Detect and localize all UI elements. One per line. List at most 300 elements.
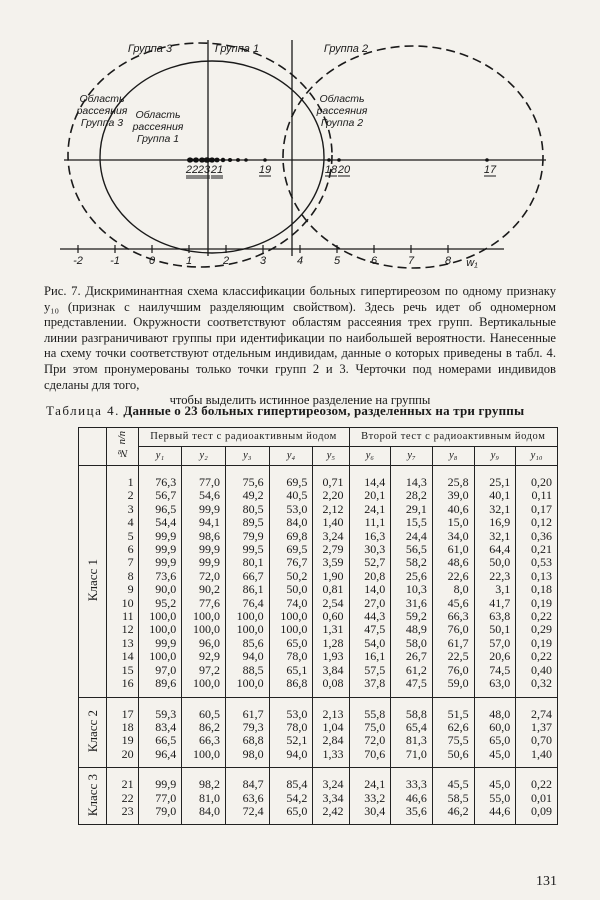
table-cell: 77,6: [182, 597, 226, 610]
table-title: [46, 403, 566, 419]
class-header-blank: [79, 428, 107, 466]
table-cell: 24,1: [349, 778, 391, 791]
table-cell: 1,90: [313, 570, 349, 583]
table-cell: 0,29: [516, 623, 558, 636]
table-cell: 74,0: [269, 597, 313, 610]
var-header: y₁₀: [516, 447, 558, 466]
spacer-cell: [269, 818, 313, 825]
table-cell: 0,19: [516, 637, 558, 650]
table-cell: 66,3: [182, 734, 226, 747]
table-cell: 44,3: [349, 610, 391, 623]
table-row: [79, 778, 558, 791]
table-cell: 75,6: [225, 476, 269, 489]
table-cell: 100,0: [138, 623, 182, 636]
region-label-g1-line2: рассеяния: [132, 121, 184, 133]
table-cell: 100,0: [138, 650, 182, 663]
table-cell: 45,6: [432, 597, 474, 610]
table-cell: 64,4: [474, 543, 516, 556]
table-cell: 0,11: [516, 489, 558, 502]
table-cell: 11,1: [349, 516, 391, 529]
table-cell: 89,6: [138, 677, 182, 690]
spacer-cell: [432, 697, 474, 708]
figure-caption: [44, 284, 556, 409]
table-cell: 100,0: [138, 610, 182, 623]
table-cell: 31,6: [391, 597, 433, 610]
table-cell: 66,3: [432, 610, 474, 623]
spacer-cell: [349, 818, 391, 825]
table-cell: 0,12: [516, 516, 558, 529]
table-row: [79, 792, 558, 805]
table-cell: 55,0: [474, 792, 516, 805]
table-cell: 66,7: [225, 570, 269, 583]
table-cell: 0,21: [516, 543, 558, 556]
table-cell: 1,93: [313, 650, 349, 663]
tick-label: 2: [222, 255, 230, 267]
table-cell: 98,6: [182, 530, 226, 543]
table-cell: 100,0: [269, 610, 313, 623]
row-number: 13: [106, 637, 138, 650]
tick-label: 1: [185, 255, 193, 267]
spacer-cell: [106, 818, 138, 825]
table-cell: 53,0: [269, 708, 313, 721]
spacer-cell: [106, 697, 138, 708]
table-cell: 94,0: [269, 748, 313, 761]
table-cell: 3,84: [313, 664, 349, 677]
region-label-g3-line1: Область: [79, 93, 125, 105]
table-cell: 84,0: [269, 516, 313, 529]
row-number: 18: [106, 721, 138, 734]
table-row: [79, 721, 558, 734]
point-label-18: 18: [324, 164, 338, 176]
table-cell: 32,1: [474, 530, 516, 543]
point-label-22: 22: [185, 164, 199, 176]
table-cell: 0,13: [516, 570, 558, 583]
table-title-text: Данные о 23 больных гипертиреозом, разделенных на три группы: [123, 403, 525, 418]
region-label-g1-line1: Область: [135, 109, 181, 121]
table-cell: 1,31: [313, 623, 349, 636]
row-number: 5: [106, 530, 138, 543]
table-cell: 14,4: [349, 476, 391, 489]
table-cell: 57,5: [349, 664, 391, 677]
table-cell: 69,5: [269, 476, 313, 489]
table-cell: 0,09: [516, 805, 558, 818]
table-cell: 52,1: [269, 734, 313, 747]
class-label-cell: [79, 697, 107, 768]
table-cell: 50,2: [269, 570, 313, 583]
table-cell: 0,70: [516, 734, 558, 747]
table-cell: 0,22: [516, 610, 558, 623]
spacer-cell: [225, 697, 269, 708]
table-cell: 60,5: [182, 708, 226, 721]
table-cell: 95,2: [138, 597, 182, 610]
table-cell: 72,0: [182, 570, 226, 583]
spacer-cell: [349, 697, 391, 708]
table-cell: 51,5: [432, 708, 474, 721]
table-cell: 20,8: [349, 570, 391, 583]
table-row: [79, 805, 558, 818]
class-label: Класс 3: [84, 773, 100, 817]
table-cell: 37,8: [349, 677, 391, 690]
class-label-cell: [79, 768, 107, 825]
table-cell: 79,3: [225, 721, 269, 734]
table-cell: 0,22: [516, 650, 558, 663]
table-cell: 56,7: [138, 489, 182, 502]
region-label-g2-line3: Группа 2: [320, 117, 364, 129]
caption-last-line: чтобы выделить истинное разделение на группы: [169, 393, 431, 408]
spacer-cell: [225, 818, 269, 825]
table-cell: 3,24: [313, 530, 349, 543]
table-cell: 86,2: [182, 721, 226, 734]
table-cell: 59,0: [432, 677, 474, 690]
table-cell: 68,8: [225, 734, 269, 747]
table-cell: 50,0: [269, 583, 313, 596]
table-cell: 77,0: [138, 792, 182, 805]
table-row: [79, 708, 558, 721]
table-cell: 14,3: [391, 476, 433, 489]
region-label-g3-line2: рассеяния: [76, 105, 128, 117]
table-cell: 0,08: [313, 677, 349, 690]
table-row: [79, 570, 558, 583]
table-cell: 99,9: [138, 530, 182, 543]
table-cell: 33,2: [349, 792, 391, 805]
table-cell: 27,0: [349, 597, 391, 610]
table-cell: 65,0: [269, 637, 313, 650]
table-cell: 88,5: [225, 664, 269, 677]
table-cell: 100,0: [182, 748, 226, 761]
table-cell: 0,19: [516, 597, 558, 610]
table-cell: 24,1: [349, 503, 391, 516]
axis-label-w1: w₁: [466, 257, 478, 269]
table-cell: 44,6: [474, 805, 516, 818]
table-cell: 94,0: [225, 650, 269, 663]
table-cell: 63,8: [474, 610, 516, 623]
table-cell: 73,6: [138, 570, 182, 583]
table-cell: 20,1: [349, 489, 391, 502]
tick-label: 7: [407, 255, 415, 267]
table-cell: 45,0: [474, 778, 516, 791]
var-header: y₈: [432, 447, 474, 466]
table-cell: 59,2: [391, 610, 433, 623]
table-cell: 1,40: [313, 516, 349, 529]
row-number: 6: [106, 543, 138, 556]
region-circle-group2: [283, 46, 543, 268]
table-cell: 76,3: [138, 476, 182, 489]
class1-points: [187, 157, 248, 163]
table-row: [79, 637, 558, 650]
table-cell: 0,22: [516, 778, 558, 791]
table-cell: 40,1: [474, 489, 516, 502]
table-cell: 40,6: [432, 503, 474, 516]
spacer-cell: [313, 697, 349, 708]
table-cell: 66,5: [138, 734, 182, 747]
table-cell: 34,0: [432, 530, 474, 543]
table-cell: 25,6: [391, 570, 433, 583]
table-cell: 3,59: [313, 556, 349, 569]
tick-label: 3: [259, 255, 267, 267]
table-cell: 99,9: [182, 543, 226, 556]
spacer-cell: [313, 818, 349, 825]
table-cell: 1,37: [516, 721, 558, 734]
table-cell: 72,0: [349, 734, 391, 747]
spacer-cell: [138, 697, 182, 708]
region-label-g1-line3: Группа 1: [136, 133, 180, 145]
table-row: [79, 650, 558, 663]
row-number: 21: [106, 778, 138, 791]
table-cell: 63,6: [225, 792, 269, 805]
table-cell: 25,1: [474, 476, 516, 489]
table-row: [79, 489, 558, 502]
table-cell: 61,2: [391, 664, 433, 677]
var-header: y₃: [225, 447, 269, 466]
point-label-17: 17: [483, 164, 497, 176]
var-header: y₆: [349, 447, 391, 466]
table-row: [79, 503, 558, 516]
table-title-prefix: Таблица 4.: [46, 403, 120, 418]
table-cell: 28,2: [391, 489, 433, 502]
table-cell: 0,53: [516, 556, 558, 569]
table-cell: 40,5: [269, 489, 313, 502]
table-cell: 65,0: [474, 734, 516, 747]
table-cell: 100,0: [225, 623, 269, 636]
spacer-cell: [474, 697, 516, 708]
table-cell: 22,5: [432, 650, 474, 663]
table-cell: 46,6: [391, 792, 433, 805]
table-cell: 2,54: [313, 597, 349, 610]
table-cell: 90,0: [138, 583, 182, 596]
point-label-20: 20: [337, 164, 351, 176]
caption-line: признаку y₁₀ (признак с наилучшим разделяющим свойством). Здесь речь идет: [44, 284, 556, 314]
table-cell: 61,7: [225, 708, 269, 721]
table-cell: 99,9: [138, 778, 182, 791]
table-cell: 61,7: [432, 637, 474, 650]
table-cell: 75,0: [349, 721, 391, 734]
table-cell: 1,33: [313, 748, 349, 761]
table-cell: 24,4: [391, 530, 433, 543]
table-cell: 16,1: [349, 650, 391, 663]
table-cell: 32,1: [474, 503, 516, 516]
table-cell: 84,7: [225, 778, 269, 791]
table-row: [79, 597, 558, 610]
table-cell: 57,0: [474, 637, 516, 650]
table-cell: 25,8: [432, 476, 474, 489]
table-cell: 48,9: [391, 623, 433, 636]
table-cell: 3,24: [313, 778, 349, 791]
group1-header: Первый тест с радиоактивным йодом: [138, 428, 349, 447]
region-circle-group1: [100, 61, 324, 253]
table-cell: 3,1: [474, 583, 516, 596]
spacer-cell: [269, 697, 313, 708]
row-number: 12: [106, 623, 138, 636]
row-number: 15: [106, 664, 138, 677]
point-label-19: 19: [258, 164, 272, 176]
tick-label: 0: [148, 255, 156, 267]
region-label-g2-line2: рассеяния: [316, 105, 368, 117]
tick-label: 4: [296, 255, 304, 267]
table-cell: 99,5: [225, 543, 269, 556]
table-cell: 81,0: [182, 792, 226, 805]
region-label-g3-line3: Группа 3: [80, 117, 124, 129]
row-number: 10: [106, 597, 138, 610]
class-label: Класс 2: [84, 710, 100, 753]
table-cell: 33,3: [391, 778, 433, 791]
table-cell: 84,0: [182, 805, 226, 818]
spacer-cell: [474, 818, 516, 825]
caption-line: об одномерном представлении. Окружности соответствуют областям рассеяния: [44, 299, 556, 330]
row-number: 7: [106, 556, 138, 569]
table-cell: 65,1: [269, 664, 313, 677]
table-cell: 2,79: [313, 543, 349, 556]
table-cell: 80,5: [225, 503, 269, 516]
table-cell: 99,9: [138, 556, 182, 569]
row-number: 23: [106, 805, 138, 818]
table-cell: 99,9: [182, 503, 226, 516]
table-cell: 46,2: [432, 805, 474, 818]
region-label-g2-line1: Область: [319, 93, 365, 105]
table-cell: 86,8: [269, 677, 313, 690]
table-cell: 97,2: [182, 664, 226, 677]
table-cell: 79,9: [225, 530, 269, 543]
tick-label: 6: [370, 255, 378, 267]
spacer-cell: [182, 818, 226, 825]
table-cell: 70,6: [349, 748, 391, 761]
table-cell: 89,5: [225, 516, 269, 529]
table-cell: 50,6: [432, 748, 474, 761]
table-cell: 97,0: [138, 664, 182, 677]
table-cell: 77,0: [182, 476, 226, 489]
table-row: [79, 610, 558, 623]
table-cell: 0,18: [516, 583, 558, 596]
tick-label: -1: [110, 255, 120, 267]
table-cell: 15,5: [391, 516, 433, 529]
tick-label: -2: [73, 255, 83, 267]
table-cell: 2,74: [516, 708, 558, 721]
var-header: y₄: [269, 447, 313, 466]
table-cell: 65,0: [269, 805, 313, 818]
spacer-cell: [432, 818, 474, 825]
table-cell: 74,5: [474, 664, 516, 677]
table-cell: 100,0: [182, 623, 226, 636]
table-cell: 71,0: [391, 748, 433, 761]
class-label: Класс 1: [84, 558, 100, 602]
table-cell: 99,9: [138, 543, 182, 556]
table-cell: 63,0: [474, 677, 516, 690]
table-cell: 90,2: [182, 583, 226, 596]
table-cell: 58,5: [432, 792, 474, 805]
row-number: 3: [106, 503, 138, 516]
table-row: [79, 623, 558, 636]
table-cell: 75,5: [432, 734, 474, 747]
table-cell: 14,0: [349, 583, 391, 596]
table-cell: 48,6: [432, 556, 474, 569]
table-cell: 69,8: [269, 530, 313, 543]
table-cell: 1,28: [313, 637, 349, 650]
table-cell: 3,34: [313, 792, 349, 805]
table-cell: 65,4: [391, 721, 433, 734]
table-cell: 0,40: [516, 664, 558, 677]
table-cell: 94,1: [182, 516, 226, 529]
row-number: 8: [106, 570, 138, 583]
table-cell: 78,0: [269, 650, 313, 663]
table-row: [79, 516, 558, 529]
row-number: 17: [106, 708, 138, 721]
table-cell: 80,1: [225, 556, 269, 569]
table-cell: 52,7: [349, 556, 391, 569]
table-cell: 49,2: [225, 489, 269, 502]
row-number: 2: [106, 489, 138, 502]
row-number: 11: [106, 610, 138, 623]
table-row: [79, 583, 558, 596]
point-label-21: 21: [210, 164, 224, 176]
spacer-cell: [182, 697, 226, 708]
var-header: y₁: [138, 447, 182, 466]
table-cell: 100,0: [225, 677, 269, 690]
table-row: [79, 748, 558, 761]
var-header: y₉: [474, 447, 516, 466]
spacer-cell: [391, 818, 433, 825]
table-cell: 83,4: [138, 721, 182, 734]
caption-line: наибольшей вероятности. Нанесенные на схему точки соответствуют отдельным: [44, 330, 556, 361]
table-cell: 2,84: [313, 734, 349, 747]
table-cell: 0,17: [516, 503, 558, 516]
discriminant-diagram: [40, 20, 580, 278]
table-cell: 96,4: [138, 748, 182, 761]
table-cell: 58,2: [391, 556, 433, 569]
table-cell: 98,2: [182, 778, 226, 791]
table-cell: 35,6: [391, 805, 433, 818]
row-number: 16: [106, 677, 138, 690]
table-cell: 48,0: [474, 708, 516, 721]
table-cell: 30,3: [349, 543, 391, 556]
table-cell: 100,0: [269, 623, 313, 636]
row-number: 20: [106, 748, 138, 761]
table-cell: 1,04: [313, 721, 349, 734]
table-cell: 96,0: [182, 637, 226, 650]
table-cell: 58,8: [391, 708, 433, 721]
table-cell: 62,6: [432, 721, 474, 734]
table-cell: 61,0: [432, 543, 474, 556]
row-number: 9: [106, 583, 138, 596]
table-cell: 54,4: [138, 516, 182, 529]
table-cell: 0,20: [516, 476, 558, 489]
table-cell: 76,0: [432, 664, 474, 677]
table-cell: 2,12: [313, 503, 349, 516]
group2-header: Второй тест с радиоактивным йодом: [349, 428, 557, 447]
var-header: y₇: [391, 447, 433, 466]
table-cell: 76,0: [432, 623, 474, 636]
table-cell: 86,1: [225, 583, 269, 596]
table-cell: 96,5: [138, 503, 182, 516]
group-label-2: Группа 2: [323, 43, 369, 55]
table-cell: 29,1: [391, 503, 433, 516]
table-cell: 76,4: [225, 597, 269, 610]
spacer-cell: [516, 818, 558, 825]
var-header: y₅: [313, 447, 349, 466]
var-header: y₂: [182, 447, 226, 466]
group-label-1: Группа 1: [214, 43, 260, 55]
table-cell: 22,3: [474, 570, 516, 583]
class-label-cell: [79, 466, 107, 698]
table-cell: 2,42: [313, 805, 349, 818]
table-cell: 45,0: [474, 748, 516, 761]
table-cell: 54,6: [182, 489, 226, 502]
table-row: [79, 530, 558, 543]
table-cell: 2,20: [313, 489, 349, 502]
table-cell: 59,3: [138, 708, 182, 721]
table-cell: 0,36: [516, 530, 558, 543]
table-cell: 53,0: [269, 503, 313, 516]
caption-line: только точки групп 2 и 3. Черточки под номерами индивидов сделаны для того,: [44, 361, 556, 392]
no-header: № п/п: [106, 428, 138, 466]
